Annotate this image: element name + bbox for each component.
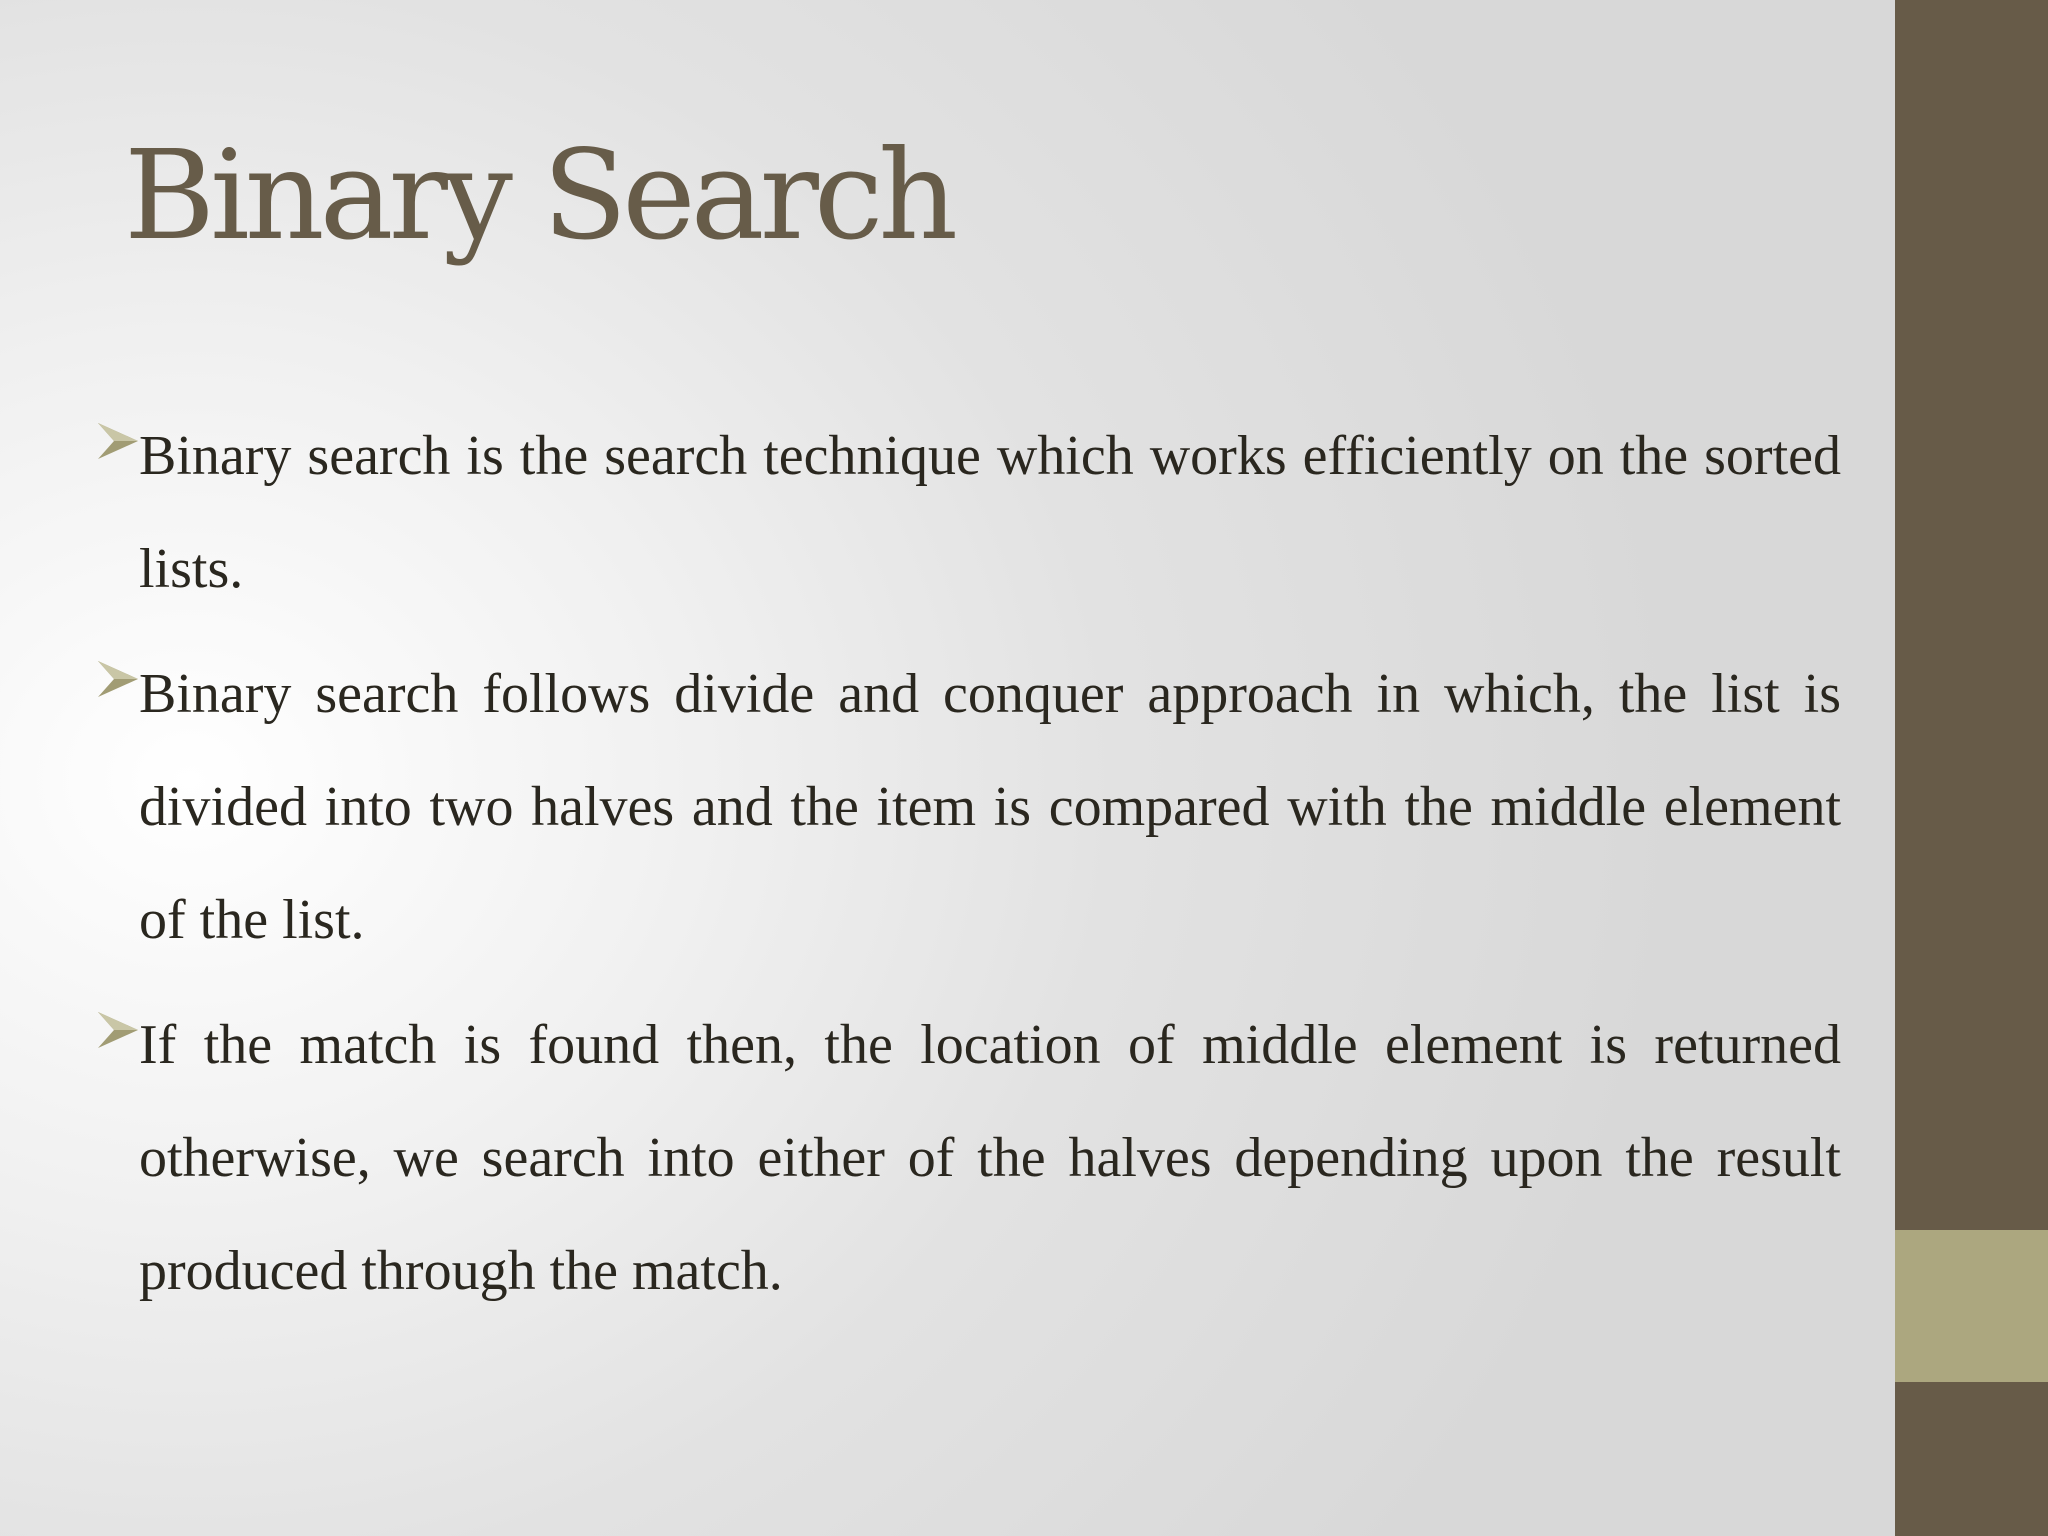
- bullet-text: Binary search is the search technique which works efficiently on the sorted lists.: [139, 425, 1841, 600]
- slide-title: Binary Search: [124, 124, 954, 268]
- bullet-text: Binary search follows divide and conquer approach in which, the list is divided into two halves and the item is compared with the middle element of the list.: [139, 663, 1841, 951]
- side-accent-block: [1895, 1230, 2048, 1382]
- bullet-list: [97, 400, 1841, 1340]
- arrowhead-bullet-icon: [97, 658, 139, 700]
- bullet-text: If the match is found then, the location of middle element is returned otherwise, we search into either of the halves depending upon the result produced through the match.: [139, 1014, 1841, 1302]
- arrowhead-bullet-icon: [97, 1009, 139, 1051]
- arrowhead-bullet-icon: [97, 420, 139, 462]
- bullet-item: [97, 989, 1841, 1328]
- bullet-item: [97, 638, 1841, 977]
- bullet-item: [97, 400, 1841, 626]
